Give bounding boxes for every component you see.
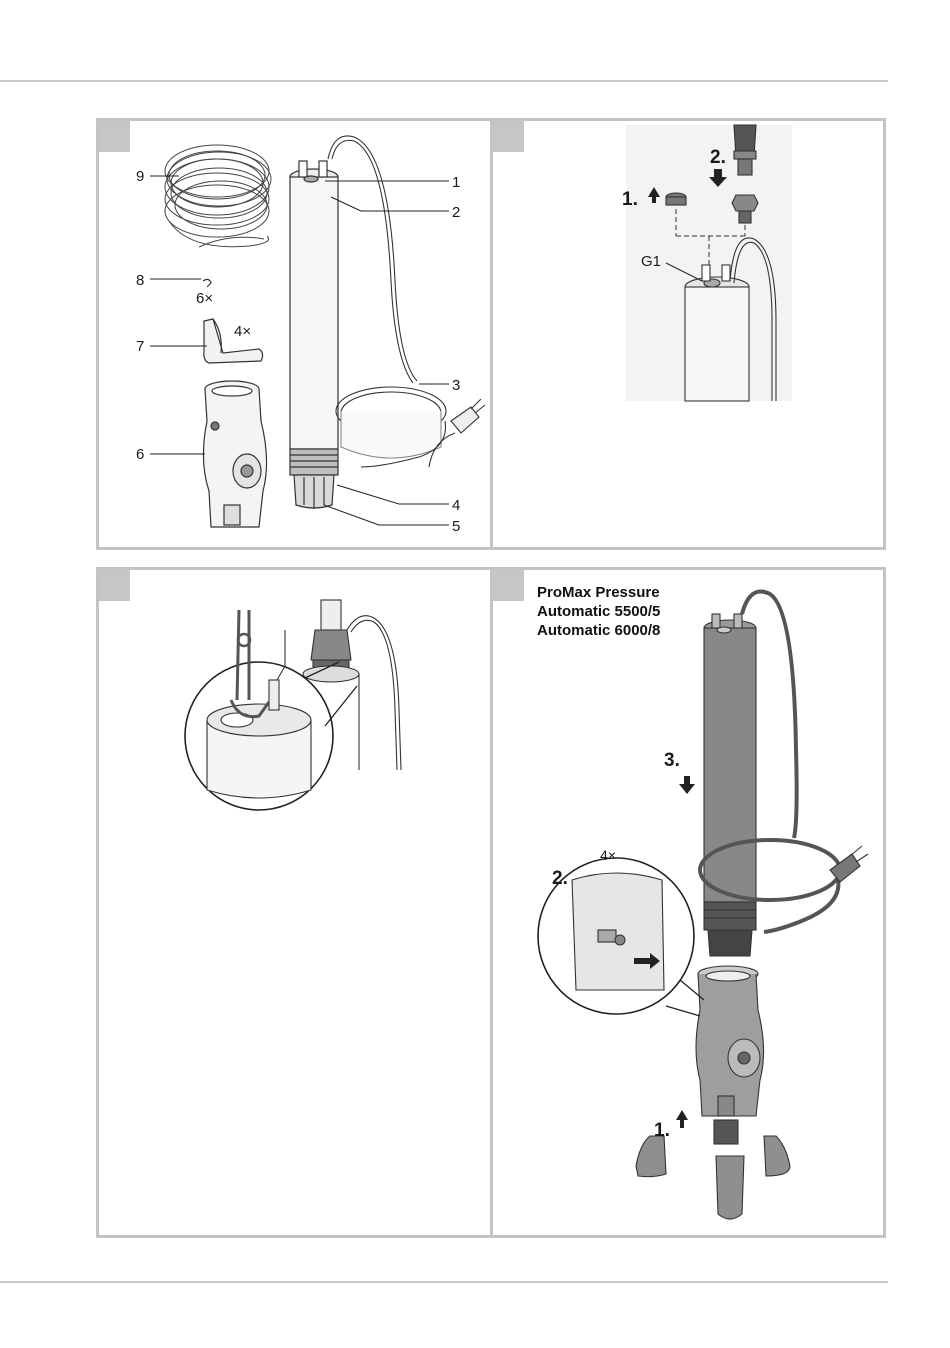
step-2-label: 2. — [552, 868, 568, 889]
product-title-line-3: Automatic 6000/8 — [537, 622, 661, 639]
top-rule — [0, 80, 888, 82]
callout-1: 1 — [452, 174, 461, 191]
panel-b-illustration — [494, 121, 882, 547]
callout-4x: 4× — [234, 323, 252, 340]
callout-8: 8 — [136, 272, 145, 289]
callout-6: 6 — [136, 446, 145, 463]
panel-c-illustration — [99, 570, 487, 1235]
callout-2: 2 — [452, 204, 461, 221]
power-cable-illustration — [328, 136, 455, 467]
pump-base-illustration — [203, 381, 266, 527]
panel-divider — [490, 570, 493, 1235]
callout-6x: 6× — [196, 290, 214, 307]
bottom-rule — [0, 1281, 888, 1283]
callout-9: 9 — [136, 168, 145, 185]
cap-illustration — [666, 193, 686, 205]
step-2-label: 2. — [710, 147, 726, 168]
product-title-line-1: ProMax Pressure — [537, 584, 660, 601]
callout-4: 4 — [452, 497, 461, 514]
callout-3: 3 — [452, 377, 461, 394]
latch-detail-illustration — [572, 873, 664, 990]
pump-base-illustration — [696, 966, 764, 1144]
callout-5: 5 — [452, 518, 461, 535]
plug-illustration — [451, 399, 485, 433]
panel-d-illustration — [494, 570, 882, 1235]
foot-illustration — [636, 1136, 790, 1219]
step-3-label: 3. — [664, 750, 680, 771]
callout-7: 7 — [136, 338, 145, 355]
arrow-down-icon — [679, 776, 695, 794]
cable-coil-illustration — [165, 145, 271, 247]
step-1-label: 1. — [622, 189, 638, 210]
clip-illustration — [203, 279, 211, 287]
step-1-label: 1. — [654, 1120, 670, 1141]
pump-illustration — [290, 161, 338, 509]
panel-a-illustration — [99, 121, 487, 547]
product-title-line-2: Automatic 5500/5 — [537, 603, 661, 620]
quantity-label: 4× — [600, 847, 616, 863]
arrow-up-icon — [676, 1110, 688, 1128]
plug-illustration — [830, 846, 868, 882]
pump-illustration — [704, 614, 756, 956]
thread-label-g1: G1 — [641, 253, 662, 270]
panel-divider — [490, 121, 493, 547]
